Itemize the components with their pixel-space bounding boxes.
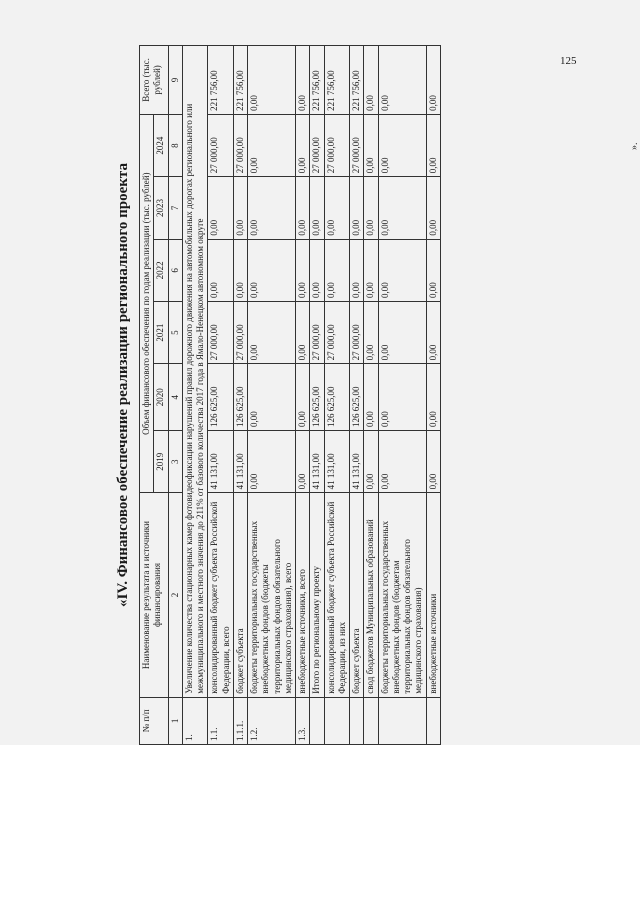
closing-quote: ». <box>629 142 640 150</box>
row-value: 0,00 <box>310 239 324 301</box>
row-value: 27 000,00 <box>208 301 234 363</box>
row-value: 0,00 <box>364 46 378 115</box>
row-value: 0,00 <box>378 239 426 301</box>
table-row <box>208 46 234 745</box>
table-row <box>324 46 350 745</box>
header-num: № п/п <box>140 697 169 744</box>
row-value: 0,00 <box>248 301 296 363</box>
row-value: 27 000,00 <box>324 114 350 176</box>
row-value: 0,00 <box>296 46 310 115</box>
row-value: 126 625,00 <box>208 364 234 431</box>
row-name: бюджеты территориальных государственных внебюджетных фондов (бюджетам территориальных фондов обязательного медицинского страхования) <box>378 493 426 697</box>
row-value: 27 000,00 <box>324 301 350 363</box>
result-text: Увеличение количества стационарных камер фотовидеофиксации нарушений правил дорожного движения на автомобильных дорогах регионального или межмуниципального и местного значения до 211% от базового количества 2017 года в Ямало-Ненецком автономном округе <box>182 46 208 698</box>
row-value: 0,00 <box>248 46 296 115</box>
row-value: 41 131,00 <box>350 431 364 493</box>
header-year: 2020 <box>154 364 168 431</box>
row-value: 0,00 <box>296 114 310 176</box>
row-value: 0,00 <box>296 364 310 431</box>
row-name: консолидированный бюджет субъекта Российской Федерации, всего <box>208 493 234 697</box>
row-value: 0,00 <box>324 177 350 239</box>
row-value: 221 756,00 <box>208 46 234 115</box>
row-num: 1.2. <box>248 697 296 744</box>
row-value: 27 000,00 <box>350 301 364 363</box>
table-row <box>233 46 247 745</box>
row-value: 0,00 <box>364 431 378 493</box>
row-value: 0,00 <box>296 239 310 301</box>
row-value: 0,00 <box>378 46 426 115</box>
row-value: 0,00 <box>233 177 247 239</box>
rotated-document <box>115 45 640 745</box>
row-value: 0,00 <box>426 46 440 115</box>
row-value: 0,00 <box>426 431 440 493</box>
row-value: 0,00 <box>426 301 440 363</box>
row-value: 27 000,00 <box>310 301 324 363</box>
row-name: бюджеты территориальных государственных внебюджетных фондов (бюджеты территориальных фондов обязательного медицинского страхования), всего <box>248 493 296 697</box>
table-row <box>378 46 426 745</box>
row-value: 0,00 <box>310 177 324 239</box>
header-volume: Объем финансового обеспечения по годам реализации (тыс. рублей) <box>140 114 154 492</box>
row-value: 0,00 <box>426 177 440 239</box>
header-row <box>140 46 154 745</box>
row-value: 126 625,00 <box>350 364 364 431</box>
column-number: 6 <box>168 239 182 301</box>
column-number: 4 <box>168 364 182 431</box>
column-number: 7 <box>168 177 182 239</box>
row-value: 0,00 <box>350 177 364 239</box>
row-value: 27 000,00 <box>350 114 364 176</box>
row-num: 1.1. <box>208 697 234 744</box>
row-value: 0,00 <box>248 431 296 493</box>
row-value: 0,00 <box>364 114 378 176</box>
row-value: 126 625,00 <box>310 364 324 431</box>
row-value: 0,00 <box>248 364 296 431</box>
row-value: 0,00 <box>364 239 378 301</box>
row-value: 41 131,00 <box>324 431 350 493</box>
row-value: 0,00 <box>364 177 378 239</box>
row-name: Итого по региональному проекту <box>310 493 324 697</box>
row-value: 0,00 <box>378 301 426 363</box>
column-number: 1 <box>168 697 182 744</box>
row-value: 0,00 <box>296 177 310 239</box>
table-row <box>296 46 310 745</box>
row-value: 0,00 <box>248 177 296 239</box>
row-value: 0,00 <box>350 239 364 301</box>
row-name: бюджет субъекта <box>350 493 364 697</box>
row-value: 221 756,00 <box>310 46 324 115</box>
row-name: консолидированный бюджет субъекта Российской Федерации, из них <box>324 493 350 697</box>
column-number: 3 <box>168 431 182 493</box>
table-row <box>364 46 378 745</box>
financing-table <box>139 45 441 745</box>
header-year: 2019 <box>154 431 168 493</box>
row-value: 41 131,00 <box>233 431 247 493</box>
table-row <box>310 46 324 745</box>
row-name: бюджет субъекта <box>233 493 247 697</box>
row-value: 0,00 <box>364 364 378 431</box>
row-num: 1.3. <box>296 697 310 744</box>
row-name: свод бюджетов Муниципальных образований <box>364 493 378 697</box>
header-year: 2024 <box>154 114 168 176</box>
row-value: 27 000,00 <box>208 114 234 176</box>
row-value: 0,00 <box>248 239 296 301</box>
column-number-row <box>168 46 182 745</box>
table-row <box>426 46 440 745</box>
table-row <box>350 46 364 745</box>
row-value: 221 756,00 <box>324 46 350 115</box>
row-value: 221 756,00 <box>233 46 247 115</box>
column-number: 2 <box>168 493 182 697</box>
row-value: 0,00 <box>324 239 350 301</box>
row-value: 126 625,00 <box>324 364 350 431</box>
row-name: внебюджетные источники <box>426 493 440 697</box>
header-year: 2023 <box>154 177 168 239</box>
header-total: Всего (тыс. рублей) <box>140 46 169 115</box>
row-value: 126 625,00 <box>233 364 247 431</box>
row-value: 0,00 <box>233 239 247 301</box>
row-value: 41 131,00 <box>310 431 324 493</box>
row-value: 0,00 <box>378 177 426 239</box>
row-value: 0,00 <box>426 114 440 176</box>
row-value: 0,00 <box>364 301 378 363</box>
row-value: 0,00 <box>208 239 234 301</box>
column-number: 8 <box>168 114 182 176</box>
document-title: «IV. Финансовое обеспечение реализации регионального проекта <box>115 163 131 607</box>
row-num <box>324 697 350 744</box>
row-num <box>350 697 364 744</box>
row-value: 0,00 <box>426 239 440 301</box>
result-num: 1. <box>182 697 208 744</box>
row-value: 0,00 <box>378 431 426 493</box>
header-year: 2021 <box>154 301 168 363</box>
row-num <box>364 697 378 744</box>
row-num <box>310 697 324 744</box>
row-value: 27 000,00 <box>310 114 324 176</box>
row-name: внебюджетные источники, всего <box>296 493 310 697</box>
row-value: 221 756,00 <box>350 46 364 115</box>
row-value: 41 131,00 <box>208 431 234 493</box>
header-year: 2022 <box>154 239 168 301</box>
row-num <box>378 697 426 744</box>
row-value: 0,00 <box>248 114 296 176</box>
row-value: 0,00 <box>296 431 310 493</box>
header-name: Наименование результата и источники финансирования <box>140 493 169 697</box>
row-value: 27 000,00 <box>233 301 247 363</box>
table-row <box>248 46 296 745</box>
row-value: 27 000,00 <box>233 114 247 176</box>
row-value: 0,00 <box>378 114 426 176</box>
row-num: 1.1.1. <box>233 697 247 744</box>
page-number: 125 <box>560 55 577 67</box>
row-num <box>426 697 440 744</box>
row-value: 0,00 <box>296 301 310 363</box>
result-row <box>182 46 208 745</box>
row-value: 0,00 <box>378 364 426 431</box>
column-number: 9 <box>168 46 182 115</box>
row-value: 0,00 <box>208 177 234 239</box>
row-value: 0,00 <box>426 364 440 431</box>
column-number: 5 <box>168 301 182 363</box>
